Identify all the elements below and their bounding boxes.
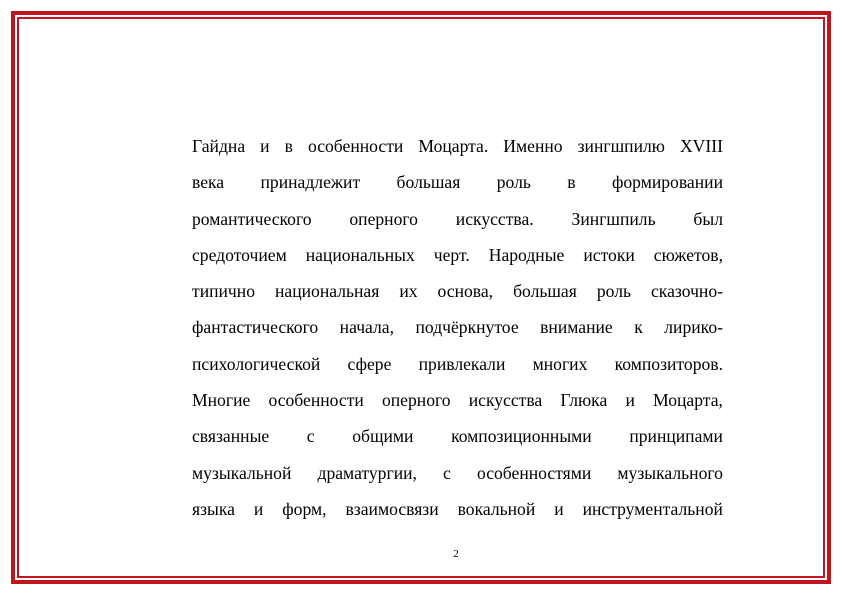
text-line — [192, 388, 723, 424]
text-word: особенности — [268, 390, 364, 411]
text-word: вокальной — [457, 498, 536, 519]
text-word: роль — [596, 281, 631, 302]
text-word: оперного — [381, 390, 451, 411]
text-word: национальная — [274, 281, 380, 302]
text-word: многих — [532, 353, 588, 374]
text-word: и — [554, 498, 564, 519]
text-word: зингшпилю — [577, 136, 665, 156]
text-word: форм, — [282, 498, 327, 519]
text-word: большая — [513, 281, 577, 302]
text-word: Гайдна — [192, 136, 246, 156]
text-word: Зингшпиль — [571, 208, 656, 229]
text-word: Моцарта. — [418, 136, 489, 156]
text-word: романтического — [192, 208, 312, 229]
text-word: национальных — [305, 244, 415, 265]
text-word: их — [399, 281, 418, 302]
text-line — [192, 352, 723, 388]
text-line — [192, 243, 723, 279]
text-word: века — [192, 172, 225, 193]
text-word: привлекали — [418, 353, 506, 374]
text-word: с — [306, 426, 315, 447]
text-word: истоки — [583, 244, 635, 265]
text-line — [192, 497, 723, 533]
text-word: типично — [192, 281, 255, 302]
text-word: средоточием — [192, 244, 287, 265]
text-word: с — [443, 462, 451, 483]
text-word: композиционными — [451, 426, 592, 447]
page-number: 2 — [453, 548, 459, 560]
text-word: принадлежит — [260, 172, 361, 193]
text-word: особенности — [307, 136, 404, 156]
text-word: сюжетов, — [653, 244, 723, 265]
text-word: особенностями — [476, 462, 592, 483]
body-text — [192, 134, 723, 533]
text-word: формировании — [611, 172, 723, 193]
text-word: Моцарта, — [653, 390, 723, 411]
text-word: и — [625, 390, 635, 411]
text-word: основа, — [437, 281, 494, 302]
text-line — [192, 315, 723, 351]
text-word: связанные — [192, 426, 270, 447]
text-word: драматургии, — [317, 462, 417, 483]
text-word: искусства — [468, 390, 543, 411]
text-word: подчёркнутое — [415, 317, 519, 338]
text-word: в — [567, 172, 576, 193]
text-word: был — [693, 208, 723, 229]
text-word: музыкальной — [192, 462, 292, 483]
text-word: лирико- — [664, 317, 723, 338]
text-word: музыкального — [617, 462, 723, 483]
text-word: Глюка — [560, 390, 608, 411]
text-word: принципами — [629, 426, 723, 447]
text-word: и — [260, 136, 270, 156]
text-word: сфере — [347, 353, 392, 374]
text-line — [192, 170, 723, 206]
text-word: Многие — [192, 390, 251, 411]
text-line — [192, 279, 723, 315]
text-word: XVIII — [679, 136, 723, 156]
text-word: к — [634, 317, 643, 338]
text-word: инструментальной — [582, 498, 723, 519]
text-word: композиторов. — [614, 353, 723, 374]
text-word: большая — [396, 172, 461, 193]
text-word: внимание — [540, 317, 613, 338]
text-word: и — [253, 498, 264, 519]
text-line — [192, 424, 723, 460]
text-word: искусства. — [455, 208, 534, 229]
text-word: фантастического — [192, 317, 319, 338]
text-line — [192, 207, 723, 243]
text-word: оперного — [349, 208, 418, 229]
text-line — [192, 134, 723, 170]
text-word: Именно — [503, 136, 563, 156]
text-word: роль — [496, 172, 531, 193]
text-word: в — [284, 136, 293, 156]
text-word: сказочно- — [650, 281, 723, 302]
text-word: Народные — [488, 244, 565, 265]
text-word: взаимосвязи — [345, 498, 439, 519]
text-word: языка — [192, 498, 235, 519]
text-word: общими — [352, 426, 414, 447]
text-word: психологической — [192, 353, 321, 374]
text-word: черт. — [433, 244, 470, 265]
text-line — [192, 461, 723, 497]
text-word: начала, — [339, 317, 394, 338]
